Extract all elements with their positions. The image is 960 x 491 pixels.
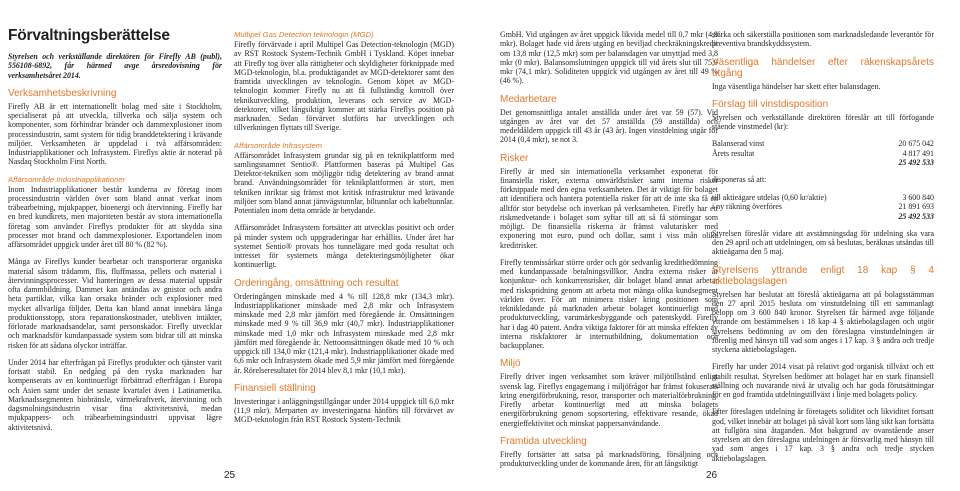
section-heading: Orderingång, omsättning och resultat — [234, 277, 399, 289]
table-cell-value: 3 600 840 — [902, 192, 934, 202]
table-cell-label: till aktieägare utdelas (0,60 kr/aktie) — [712, 192, 827, 202]
table-cell-total: 25 492 533 — [898, 158, 934, 168]
table-row — [712, 202, 934, 211]
table-cell-label — [712, 158, 844, 167]
paragraph: Affärsområdet Infrasystem fortsätter att utvecklas positivt och order på minder system och uppgraderingar har erhållits. Under året har systemet Sentio® provats hos tunnelägare med goda resultat och intresset för systemets många detekteringsmöjligheter ökar kontinuerligt. — [234, 223, 454, 270]
paragraph: Styrelsen föreslår vidare att avstämningsdag för utdelning ska vara den 29 april och att utdelningen, om så beslutas, beräknas utsändas till aktieägarna den 5 maj. — [712, 228, 934, 257]
table-cell-total: 25 492 533 — [898, 211, 934, 221]
right-column-1 — [500, 30, 718, 476]
section-heading: Styrelsens yttrande enligt 18 kap § 4 aktiebolagslagen — [712, 264, 934, 287]
disposition-label: disponeras så att: — [712, 175, 767, 185]
table-cell-value: 21 891 693 — [898, 202, 934, 212]
paragraph: Firefly AB är ett internationellt bolag med säte i Stockholm, specialiserat på att utveckla, tillverka och sälja system och komponenter, som förhindrar bränder och dammexplosioner inom processindustrin, samt system för tidig branddetektering i krävande miljöer. Verksamheten är uppdelad i två affärsområden: Industriapplikationer och Infrasystem. Fireflys aktie är noterad på Nasdaq Stockholm First North. — [8, 101, 222, 167]
table-row — [712, 149, 934, 158]
page-number: 26 — [706, 470, 718, 481]
table-cell-label — [712, 212, 881, 221]
paragraph: stärka och säkerställa positionen som marknadsledande leverantör för preventiva brandskyddssystem. — [712, 30, 934, 49]
paragraph: Inga väsentliga händelser har skett efter balansdagen. — [712, 81, 881, 91]
section-subheading: Affärsområde Industriapplikationer — [8, 174, 126, 184]
paragraph: Många av Fireflys kunder bearbetar och transporterar organiska material såsom trädamm, flis, fluffmassa, pellets och material i återvinningsprocesser. Vid hanteringen av dessa material uppstår ofta dammbildning. Dammet kan antändas av gnistor och andra heta partiklar, vilka kan orsaka bränder och explosioner med mycket allvarliga följder. Detta kan bland annat innebära långa produktionsstopp, stora reparationskostnader, utebliven intäkter, förlorade marknadsandelar, samt personskador. Firefly utvecklar och marknadsför kundanpassade system som bidrar till att minska risken för att sådana olyckor inträffar. — [8, 257, 222, 350]
page-number: 25 — [224, 470, 236, 481]
right-column-2 — [712, 30, 934, 471]
section-heading: Förslag till vinstdisposition — [712, 98, 829, 110]
paragraph: Affärsområdet Infrasystem grundar sig på en teknikplattform med samlingsnamnet Sentio®. Plattformen baseras på Multipel Gas Detektor-tekniken som möjliggör tidig detektering av brand annat brand. Användningsområdet för teknikplattformen är stort, men tekniken inriktar sig främst mot kritisk infrastruktur med krävande miljöer som bland annat järnvägstunnlar, biltunnlar och kabeltunnlar. Potentialen inom detta område är betydande. — [234, 150, 454, 215]
paragraph: Det genomsnittliga antalet anställda under året var 59 (57). Vid utgången av året var det 57 anställda (59 anställda) och medeldåldern uppgick till 43 år (43 år). Ingen vinstdelning utgår för 2014 (0,4 mkr), se not 3. — [500, 107, 718, 145]
section-heading: Risker — [500, 152, 529, 164]
paragraph: Firefly driver ingen verksamhet som kräver miljötillstånd enligt svensk lag. Fireflys engagemang i miljöfrågor har främst fokuserats kring energiförbrukning, resor, transporter och materialförbrukning. Firefly arbetar kontinuerligt med att minska bolagets energiförbrukning genom sopsortering, effektivare resande, ökad energieffektivitet och minskat pappersanvändande. — [500, 372, 718, 428]
retained-earnings-table — [712, 139, 934, 167]
table-cell-value: 4 817 491 — [902, 148, 934, 158]
paragraph: Firefly är med sin internationella verksamhet exponerat för finansiella risker, externa omvärldsrisker samt interna risker förknippade med den egna verksamheten. Det är viktigt för bolaget att identifiera och hantera potentiella risker för att de inte ska få en alltför stor betydelse och inverkan på verksamheten. Firefly har ett riskmedvetande i bolaget som syftar till att så få störningar som möjligt. De finansiella riskerna är främst valutarisker med exponering mot euro, pund och dollar, samt i viss mån olika kreditrisker. — [500, 166, 718, 250]
table-row — [712, 193, 934, 202]
table-cell-label: Årets resultat — [712, 148, 755, 158]
paragraph: Styrelsen har beslutat att föreslå aktieägarna att på bolagsstämman den 27 april 2015 besluta om vinstutdelning till ett sammanlagt belopp om 3 600 840 kronor. Styrelsen får härmed avge följande yttrande om bestämmelsen i 18 kap 4 § aktiebolagslagen och utgör styrelsens bedömning av om den föreslagna vinstutdelningen är förenlig med hänsyn till vad som anges i 17 kap. 3 § andra och tredje styckena aktiebolagslagen. — [712, 289, 934, 355]
disposition-table — [712, 193, 934, 221]
paragraph: Firefly har under 2014 visat på relativt god organisk tillväxt och ett stabilt resultat. Styrelsen bedömer att bolaget har en stark finansiell ställning och nuvarande nivå är utvalig och har goda förutsättningar för en god framtida utdelningstillväxt i linje med bolagets policy. — [712, 362, 934, 400]
paragraph: Firefly fortsätter att satsa på marknadsföring, försäljning och produktutveckling under de kommande åren, för att långsiktigt — [500, 449, 718, 468]
paragraph: Firefly tenmissårkar större order och gör sedvanlig kreditbedömning med kundanpassade betalningsvillkor. Andra externa risker är konjunktur- och konkurrensrisker, där bolaget bland annat arbetar med riskspridning genom att arbeta mot många olika kundsegment världen över. För att minimera risker kring positionen som teknikledande på marknaden arbetar bolaget kontinuerligt med produktutveckling, varumärkesbyggande och patentskydd. Firefly har i dag 40 patent. Andra viktiga faktorer för att minska effekten av interna riskfaktorer är internutbildning, dokumentation och backupplaner. — [500, 257, 718, 350]
left-column-1 — [8, 52, 222, 440]
section-heading: Finansiell ställning — [234, 382, 316, 394]
left-column-2 — [234, 30, 454, 433]
section-subheading: Affärsområde Infrasystem — [234, 140, 323, 150]
left-page — [0, 0, 470, 491]
section-heading: Medarbetare — [500, 93, 557, 105]
table-row-total — [712, 212, 934, 221]
paragraph: GmbH. Vid utgången av året uppgick likvida medel till 0,7 mkr (4,9 mkr). Bolaget hade vid årets utgång en beviljad checkräkningskredit om 13,8 mkr (12,5 mkr) som per balansdagen var utnyttjad med 3,8 mkr (0 mkr). Balansomslutningen uppgick till vid årets slut till 75,9 mkr (74,1 mkr). Soliditeten uppgick vid utgången av året till 49 % (46 %). — [500, 30, 718, 86]
table-cell-label: i ny räkning överföres — [712, 202, 782, 212]
paragraph: Firefly förvärvade i april Multipel Gas Detection-teknologin (MGD) av RST Rostock System-Technik GmbH i Tyskland. Köpet innebar att Firefly tog över alla rättigheter och skyldigheter förknippade med MGD-teknologin, bl.a. produktägandet av MGD-detektorer samt den framtida utvecklingen av teknologin. Genom köpet av MGD-teknologin kommer Firefly nu att få fullständig kontroll över teknikutveckling, produktion, leverans och service av MGD-detektorer, vilket långsiktigt kommer att stärka Fireflys position på marknaden. Sedan förvärvet slutförts har utvecklingen och tillverkningen flyttats till Sverige. — [234, 40, 454, 133]
table-row — [712, 139, 934, 148]
section-heading: Framtida utveckling — [500, 435, 587, 447]
paragraph: Orderingången minskade med 4 % till 128,8 mkr (134,3 mkr). Industriapplikationer minskade med 2,8 mkr och Infrasystem minskade med 2,8 mkr jämfört med föregående år. Omsättningen minskade med 9 % till 36,9 mkr (40,7 mkr). Industriapplikationer minskade med 1,0 mkr och Infrasystem minskade med 2,8 mkr jämfört med föregående år. Nettoomsättningen ökade med 10 % och uppgick till 134,0 mkr (121,4 mkr). Industriapplikationer ökade med 6,6 mkr och Infrasystem ökade med 5,9 mkr jämfört med föregående år. Rörelseresultatet för 2014 blev 8,1 mkr (10,1 mkr). — [234, 291, 454, 375]
table-cell-label: Balanserad vinst — [712, 139, 765, 149]
table-row-total — [712, 158, 934, 167]
paragraph: Efter föreslagen utdelning är företagets soliditet och likviditet fortsatt god, vilket innebär att bolaget på såväl kort som lång sikt kan fortsätta att fullgöra sina åtaganden. Mot bakgrund av ovanstående anser styrelsen att den föreslagna utdelningen är försvarlig med hänsyn till vad som anges i 17 kap. 3 § andra och tredje stycken aktiebolagslagen. — [712, 407, 934, 463]
intro-text: Styrelsen och verkställande direktören för Fireflу AB (publ), 556108-6892, får härmed avge årsredovisning för verksamhetsåret 2014. — [8, 52, 222, 80]
paragraph: Investeringar i anläggningstillgångar under 2014 uppgick till 6,0 mkr (11,9 mkr). Merparten av investeringarna hänförs till förvärvet av MGD-teknologin från RST Rostock System-Technik — [234, 396, 454, 425]
table-cell-value: 20 675 042 — [898, 139, 934, 149]
section-heading: Verksamhetsbeskrivning — [8, 87, 117, 99]
section-heading: Miljö — [500, 358, 521, 370]
right-page — [480, 0, 960, 491]
page-title: Förvaltningsberättelse — [8, 27, 170, 44]
paragraph: Under 2014 har efterfrågan på Fireflys produkter och tjänster varit fortsatt stabil. En nedgång på den ryska marknaden har kompenserats av en kontinuerligt förbättrad efterfrågan i Europa och Asien samt under det senaste kvartalet även i Latinamerika. Marknadssegmenten biobränsle, värmekraftverk, återvinning och dagsmolningsindustrin visar fina aktivitetsnivå, medan mjukpappers- och träbearbetningsindustri uppvisat lägre aktivitetsnivå. — [8, 357, 222, 432]
section-subheading: Multipel Gas Detection teknologin (MGD) — [234, 30, 374, 39]
section-heading: Väsentliga händelser efter räkenskapsårets utgång — [712, 56, 934, 79]
paragraph: Styrelsen och verkställande direktören föreslår att till förfogande stående vinstmedel (kr): — [712, 112, 934, 131]
paragraph: Inom Industriapplikationer består kunderna av företag inom processindustrin världen över som bland annat verkar inom träbearbetning, mjukpapper, bioenergi och återvinning. Firefly har en bred kundkrets, men majoriteten består av stora internationella företag som använder Fireflys produkter för att skydda sina processer mot brand och dammexplosioner. Exportandelen inom affärsområdet uppgick under året till 80 % (82 %). — [8, 184, 222, 250]
